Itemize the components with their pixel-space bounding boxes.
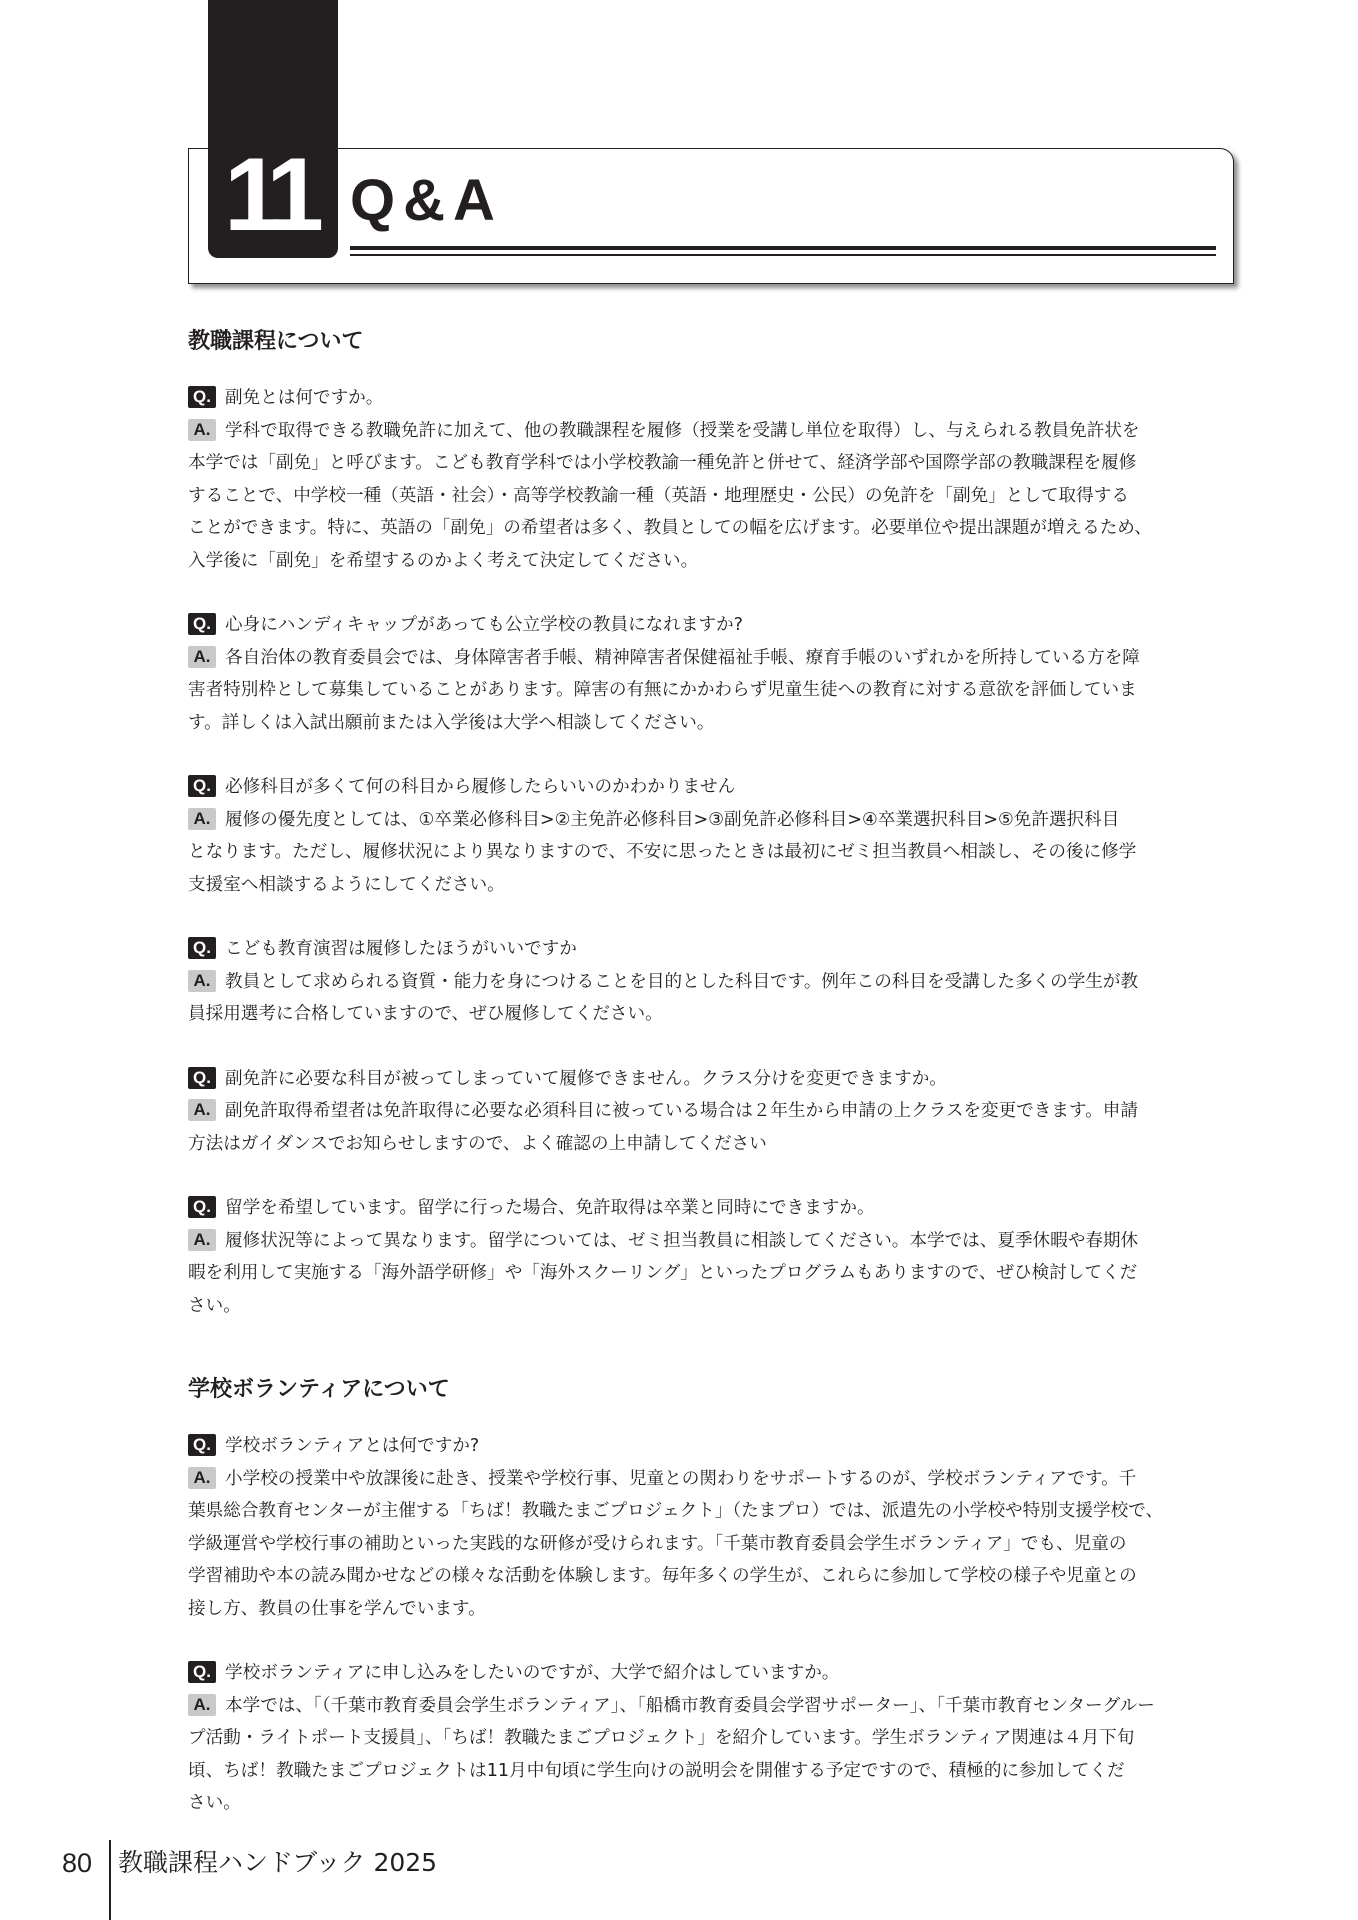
answer-text: することで、中学校一種（英語・社会）・高等学校教諭一種（英語・地理歴史・公民）の免許を「副免」として取得する [188, 485, 1129, 506]
question-text: 留学を希望しています。留学に行った場合、免許取得は卒業と同時にできますか。 [225, 1198, 875, 1218]
chapter-title: Q&A [350, 168, 503, 233]
a-badge: A. [188, 646, 216, 668]
qa-item [188, 382, 1234, 577]
question-text: 副免とは何ですか。 [225, 388, 384, 408]
chapter-header-box [188, 148, 1234, 284]
answer-text: 履修の優先度としては、①卒業必修科目>②主免許必修科目>③副免許必修科目>④卒業選択科目>⑤免許選択科目 [225, 809, 1120, 830]
answer-text: 履修状況等によって異なります。留学については、ゼミ担当教員に相談してください。本学では、夏季休暇や春期休 [225, 1230, 1139, 1251]
question-line [188, 1657, 1234, 1690]
answer-text: さい。 [188, 1793, 241, 1813]
footer-divider [109, 1840, 111, 1920]
question-line [188, 382, 1234, 415]
answer-line [188, 1290, 1234, 1323]
section-heading: 教職課程について [188, 329, 364, 354]
qa-section [188, 1374, 1234, 1820]
footer-title: 教職課程ハンドブック 2025 [118, 1848, 438, 1877]
answer-line [188, 1463, 1234, 1496]
answer-text: 接し方、教員の仕事を学んでいます。 [188, 1598, 486, 1619]
a-badge: A. [188, 1694, 216, 1716]
question-line [188, 1430, 1234, 1463]
question-text: 心身にハンディキャップがあっても公立学校の教員になれますか? [225, 615, 743, 635]
q-badge: Q. [188, 775, 216, 797]
answer-text: 学科で取得できる教職免許に加えて、他の教職課程を履修（授業を受講し単位を取得）し、与えられる教員免許状を [225, 420, 1140, 441]
answer-line [188, 480, 1234, 513]
page-number: 80 [62, 1848, 93, 1878]
answer-text: 本学では「副免」と呼びます。こども教育学科では小学校教諭一種免許と併せて、経済学部や国際学部の教職課程を履修 [188, 453, 1137, 473]
q-badge: Q. [188, 386, 216, 408]
answer-line [188, 1257, 1234, 1290]
answer-line [188, 707, 1234, 740]
question-text: こども教育演習は履修したほうがいいですか [225, 939, 577, 959]
a-badge: A. [188, 1467, 216, 1489]
answer-line [188, 1095, 1234, 1128]
qa-item [188, 1192, 1234, 1322]
question-text: 副免許に必要な科目が被ってしまっていて履修できません。クラス分けを変更できますか。 [225, 1068, 947, 1089]
question-line [188, 1192, 1234, 1225]
answer-text: 員採用選考に合格していますので、ぜひ履修してください。 [188, 1004, 663, 1024]
answer-text: 各自治体の教育委員会では、身体障害者手帳、精神障害者保健福祉手帳、療育手帳のいずれかを所持している方を障 [225, 647, 1140, 668]
answer-text: す。詳しくは入試出願前または入学後は大学へ相談してください。 [188, 712, 715, 733]
answer-text: 暇を利用して実施する「海外語学研修」や「海外スクーリング」といったプログラムもありますので、ぜひ検討してくだ [188, 1263, 1138, 1283]
answer-text: 頃、ちば！教職たまごプロジェクトは11月中旬頃に学生向けの説明会を開催する予定ですので、積極的に参加してくだ [188, 1760, 1125, 1781]
answer-line [188, 1128, 1234, 1161]
a-badge: A. [188, 419, 216, 441]
answer-line [188, 1495, 1234, 1528]
a-badge: A. [188, 808, 216, 830]
answer-line [188, 415, 1234, 448]
answer-line [188, 1560, 1234, 1593]
question-line [188, 933, 1234, 966]
answer-text: 学習補助や本の読み聞かせなどの様々な活動を体験します。毎年多くの学生が、これらに参加して学校の様子や児童との [188, 1566, 1137, 1586]
question-line [188, 771, 1234, 804]
q-badge: Q. [188, 1196, 216, 1218]
answer-text: さい。 [188, 1295, 241, 1316]
answer-line [188, 642, 1234, 675]
answer-text: 副免許取得希望者は免許取得に必要な必須科目に被っている場合は２年生から申請の上クラスを変更できます。申請 [225, 1101, 1138, 1121]
answer-line [188, 1755, 1234, 1788]
chapter-number-tab [208, 130, 338, 258]
chapter-number: 11 [224, 137, 314, 253]
answer-text: 葉県総合教育センターが主催する「ちば！教職たまごプロジェクト」（たまプロ）では、派遣先の小学校や特別支援学校で、 [188, 1501, 1164, 1521]
answer-text: となります。ただし、履修状況により異なりますので、不安に思ったときは最初にゼミ担当教員へ相談し、その後に修学 [188, 842, 1137, 862]
qa-section [188, 326, 1234, 1322]
qa-item [188, 1657, 1234, 1820]
question-text: 必修科目が多くて何の科目から履修したらいいのかわかりません [225, 777, 736, 797]
question-text: 学校ボランティアに申し込みをしたいのですが、大学で紹介はしていますか。 [225, 1663, 840, 1683]
answer-line [188, 1528, 1234, 1561]
q-badge: Q. [188, 1067, 216, 1089]
title-underline-thick [350, 246, 1216, 250]
title-underline-thin [350, 254, 1216, 256]
answer-line [188, 1225, 1234, 1258]
q-badge: Q. [188, 1434, 216, 1456]
answer-line [188, 966, 1234, 999]
answer-text: プ活動・ライトポート支援員」、「ちば！教職たまごプロジェクト」を紹介しています。学生ボランティア関連は４月下旬 [188, 1728, 1135, 1748]
a-badge: A. [188, 970, 216, 992]
q-badge: Q. [188, 1661, 216, 1683]
answer-text: 本学では、「（千葉市教育委員会学生ボランティア」、「船橋市教育委員会学習サポーター」、「千葉市教育センターグルー [225, 1695, 1155, 1716]
section-heading: 学校ボランティアについて [188, 1377, 450, 1402]
q-badge: Q. [188, 937, 216, 959]
q-badge: Q. [188, 613, 216, 635]
answer-line [188, 998, 1234, 1031]
answer-text: ことができます。特に、英語の「副免」の希望者は多く、教員としての幅を広げます。必要単位や提出課題が増えるため、 [188, 518, 1152, 538]
answer-line [188, 545, 1234, 578]
qa-content [188, 326, 1234, 1820]
answer-line [188, 447, 1234, 480]
answer-line [188, 836, 1234, 869]
question-line [188, 1063, 1234, 1096]
answer-line [188, 1690, 1234, 1723]
answer-line [188, 804, 1234, 837]
answer-text: 学級運営や学校行事の補助といった実践的な研修が受けられます。「千葉市教育委員会学生ボランティア」でも、児童の [188, 1533, 1127, 1554]
a-badge: A. [188, 1229, 216, 1251]
qa-item [188, 1063, 1234, 1161]
answer-line [188, 869, 1234, 902]
qa-item [188, 609, 1234, 739]
question-text: 学校ボランティアとは何ですか? [225, 1436, 480, 1456]
qa-item [188, 1430, 1234, 1625]
answer-line [188, 1722, 1234, 1755]
answer-line [188, 512, 1234, 545]
answer-line [188, 674, 1234, 707]
qa-item [188, 771, 1234, 901]
answer-line [188, 1593, 1234, 1626]
answer-text: 教員として求められる資質・能力を身につけることを目的とした科目です。例年この科目を受講した多くの学生が教 [225, 971, 1139, 992]
answer-text: 小学校の授業中や放課後に赴き、授業や学校行事、児童との関わりをサポートするのが、学校ボランティアです。千 [225, 1468, 1137, 1489]
answer-text: 入学後に「副免」を希望するのかよく考えて決定してください。 [188, 550, 699, 571]
answer-text: 害者特別枠として募集していることがあります。障害の有無にかかわらず児童生徒への教育に対する意欲を評価していま [188, 680, 1137, 700]
answer-text: 支援室へ相談するようにしてください。 [188, 874, 505, 895]
qa-item [188, 933, 1234, 1031]
answer-text: 方法はガイダンスでお知らせしますので、よく確認の上申請してください [188, 1133, 767, 1154]
question-line [188, 609, 1234, 642]
answer-line [188, 1787, 1234, 1820]
a-badge: A. [188, 1099, 216, 1121]
